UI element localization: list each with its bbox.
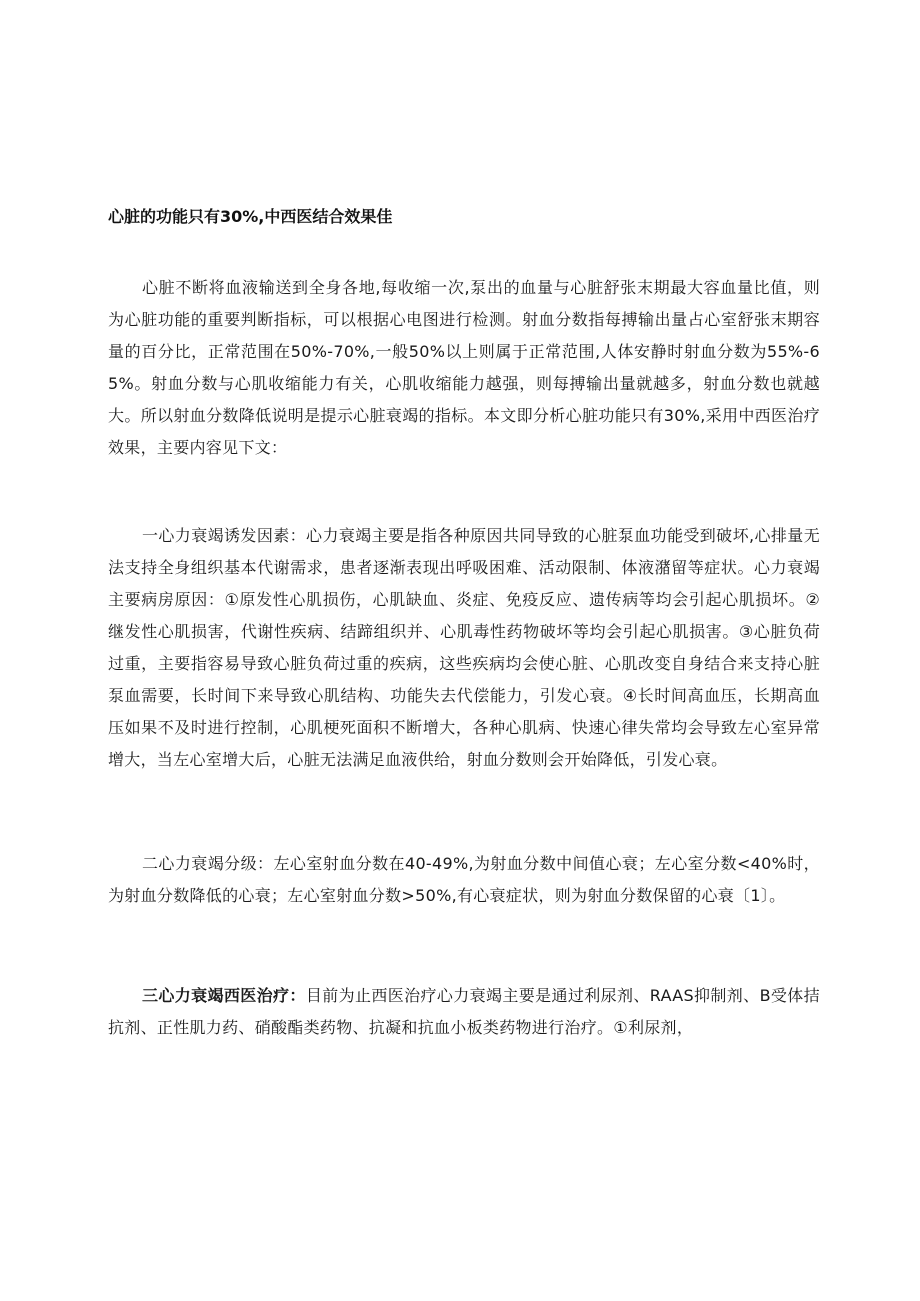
document-title: 心脏的功能只有30%,中西医结合效果佳 (108, 207, 393, 226)
western-treatment-paragraph (108, 980, 820, 1044)
intro-paragraph: 心脏不断将血液输送到全身各地,每收缩一次,泵出的血量与心脏舒张末期最大容血量比值，则为心脏功能的重要判断指标，可以根据心电图进行检测。射血分数指每搏输出量占心室舒张末期容量的百分比，正常范围在50%-70%,一般50%以上则属于正常范围,人体安静时射血分数为55%-65%。射血分数与心肌收缩能力有关，心肌收缩能力越强，则每搏输出量就越多，射血分数也就越大。所以射血分数降低说明是提示心脏衰竭的指标。本文即分析心脏功能只有30%,采用中西医治疗效果，主要内容见下文： (108, 278, 820, 457)
western-treatment-heading: 三心力衰竭西医治疗： (142, 986, 306, 1005)
heart-failure-causes-paragraph: 一心力衰竭诱发因素：心力衰竭主要是指各种原因共同导致的心脏泵血功能受到破坏,心排量无法支持全身组织基本代谢需求，患者逐渐表现出呼吸困难、活动限制、体液潴留等症状。心力衰竭主要病房原因：①原发性心肌损伤，心肌缺血、炎症、免疫反应、遗传病等均会引起心肌损坏。②继发性心肌损害，代谢性疾病、结蹄组织并、心肌毒性药物破坏等均会引起心肌损害。③心脏负荷过重，主要指容易导致心脏负荷过重的疾病，这些疾病均会使心脏、心肌改变自身结合来支持心脏泵血需要，长时间下来导致心肌结构、功能失去代偿能力，引发心衰。④长时间高血压，长期高血压如果不及时进行控制，心肌梗死面积不断增大，各种心肌病、快速心律失常均会导致左心室异常增大，当左心室增大后，心脏无法满足血液供给，射血分数则会开始降低，引发心衰。 (108, 526, 820, 769)
heart-failure-grading-paragraph: 二心力衰竭分级：左心室射血分数在40-49%,为射血分数中间值心衰；左心室分数<40%时，为射血分数降低的心衰；左心室射血分数>50%,有心衰症状，则为射血分数保留的心衰〔1〕。 (108, 854, 820, 905)
western-treatment-text: 目前为止西医治疗心力衰竭主要是通过利尿剂、RAAS抑制剂、B受体拮抗剂、正性肌力药、硝酸酯类药物、抗凝和抗血小板类药物进行治疗。①利尿剂， (108, 986, 820, 1037)
